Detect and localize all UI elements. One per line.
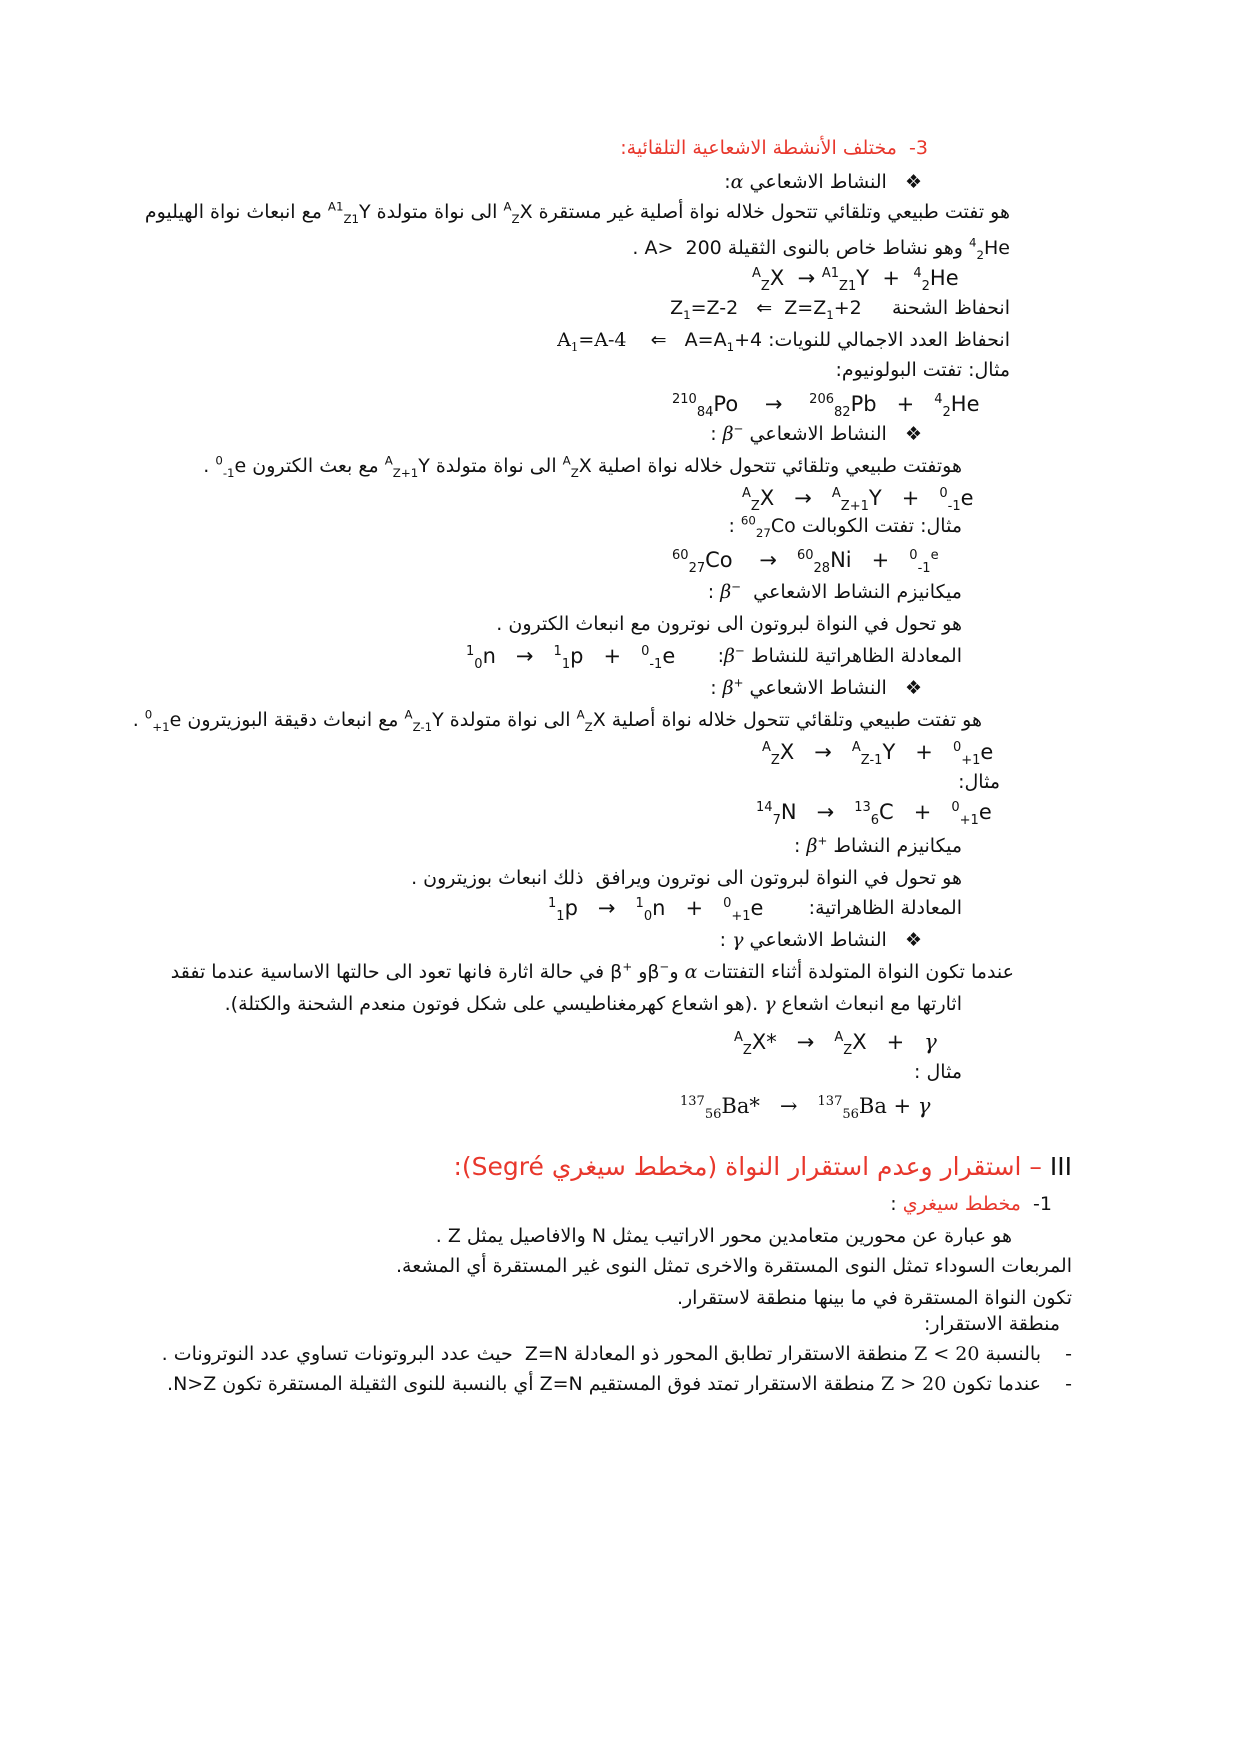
beta-minus-mechanism-text: هو تحول في النواة لبروتون الى نوترون مع انبعاث الكترون . — [496, 613, 962, 635]
beta-plus-definition: هو تفتت طبيعي وتلقائي تتحول خلاله نواة أصلية $^A_Z$X الى نواة متولدة $^A_{Z-1}$Y مع انبعاث دقيقة البوزيترون $^0_{+1}$e . — [132, 707, 982, 734]
beta-plus-phenomenological: المعادلة الظاهراتية: — [808, 897, 962, 919]
nucleon-conservation: انحفاظ العدد الاجمالي للنويات: $A_1=A-4$ ⇐ $A=A_1+4$ — [557, 329, 1010, 354]
beta-minus-mechanism: ميكانيزم النشاط الاشعاعي β− : — [707, 579, 962, 603]
segre-definition: هو عبارة عن محورين متعامدين محور الاراتيب يمثل N والافاصيل يمثل Z . — [435, 1225, 1012, 1247]
alpha-heading: ❖ النشاط الاشعاعي α: — [724, 171, 922, 193]
polonium-equation: $^{210}_{84}$Po → $^{206}_{82}$Pb + $^4_2$He — [672, 392, 980, 421]
beta-plus-equation: $^A_Z$X → $^A_{Z-1}$Y + $^0_{+1}$e — [762, 740, 994, 769]
beta-plus-heading: ❖ النشاط الاشعاعي β+ : — [710, 675, 922, 699]
barium-example-label: مثال : — [914, 1061, 962, 1083]
beta-plus-mechanism: ميكانيزم النشاط β+ : — [794, 833, 962, 857]
beta-minus-heading: ❖ النشاط الاشعاعي β− : — [710, 421, 922, 445]
section-heading-iii: III – استقرار وعدم استقرار النواة (مخطط سيغري Segré): — [453, 1152, 1072, 1181]
section-heading-3: 3- مختلف الأنشطة الاشعاعية التلقائية: — [620, 137, 928, 159]
stability-region-label: منطقة الاستقرار: — [923, 1313, 1060, 1335]
polonium-example-label: مثال: تفتت البولونيوم: — [835, 359, 1010, 381]
neutron-decay-equation: $^1_0$n → $^1_1$p + $^0_{-1}$e — [466, 644, 676, 673]
beta-minus-definition: هوتفتت طبيعي وتلقائي تتحول خلاله نواة اصلية $^A_Z$X الى نواة متولدة $^A_{Z+1}$Y مع بعث الكترون $^0_{-1}$e . — [203, 453, 962, 480]
alpha-definition-2: $^4_2$He وهو نشاط خاص بالنوى الثقيلة A> 200 . — [632, 235, 1010, 262]
gamma-definition-2: اثارتها مع انبعاث اشعاع γ .(هو اشعاع كهرمغناطيسي على شكل فوتون منعدم الشحنة والكتلة). — [224, 993, 962, 1015]
gamma-equation: $^A_Z$X* → $^A_Z$X + γ — [734, 1030, 937, 1059]
gamma-definition: عندما تكون النواة المتولدة أثناء التفتتات α وβ−و β+ في حالة اثارة فانها تعود الى حالتها الاساسية عندما تفقد — [170, 959, 1014, 983]
black-squares-text: المربعات السوداء تمثل النوى المستقرة والاخرى تمثل النوى غير المستقرة أي المشعة. — [395, 1255, 1072, 1277]
proton-conversion-equation: $^1_1$p → $^1_0$n + $^0_{+1}$e — [548, 896, 764, 925]
stability-band-text: تكون النواة المستقرة في ما بينها منطقة لاستقرار. — [676, 1287, 1072, 1309]
alpha-equation: $^A_Z$X → $^{A1}_{Z1}$Y + $^4_2$He — [752, 266, 959, 295]
charge-conservation: انحفاظ الشحنة $Z_1=Z-2$ ⇐ $Z=Z_1+2$ — [670, 297, 1010, 322]
nitrogen-example-label: مثال: — [958, 771, 1000, 793]
cobalt-example-label: مثال: تفتت الكوبالت $^{60}_{27}$Co : — [728, 513, 962, 540]
cobalt-equation: $^{60}_{27}$Co → $^{60}_{28}$Ni + $^0_{-1}^e$ — [672, 548, 939, 577]
beta-minus-equation: $^A_Z$X → $^A_{Z+1}$Y + $^0_{-1}$e — [742, 486, 974, 515]
beta-plus-mechanism-text: هو تحول في النواة لبروتون الى نوترون ويرافق ذلك انبعاث بوزيترون . — [411, 867, 962, 889]
nitrogen-equation: $^{14}_7$N → $^{13}_6$C + $^0_{+1}$e — [756, 800, 992, 829]
alpha-definition: هو تفتت طبيعي وتلقائي تتحول خلاله نواة أصلية غير مستقرة $^A_Z$X الى نواة متولدة $^{A1}_{Z1}$Y مع انبعاث نواة الهيليوم — [144, 199, 1010, 226]
gamma-heading: ❖ النشاط الاشعاعي γ : — [719, 929, 922, 951]
segre-subheading: 1- مخطط سيغري : — [890, 1193, 1052, 1215]
beta-minus-phenomenological: المعادلة الظاهراتية للنشاط β−: — [717, 643, 962, 667]
stability-light-nuclei: - بالنسبة Z < 20 منطقة الاستقرار تطابق المحور ذو المعادلة Z=N حيث عدد البروتونات تساوي عدد النوترونات . — [161, 1343, 1072, 1365]
stability-heavy-nuclei: - عندما تكون Z > 20 منطقة الاستقرار تمتد فوق المستقيم Z=N أي بالنسبة للنوى الثقيلة المستقرة تكون N>Z. — [167, 1373, 1072, 1395]
barium-equation: $^{137}_{56}$Ba* → $^{137}_{56}$Ba + γ — [680, 1094, 931, 1123]
